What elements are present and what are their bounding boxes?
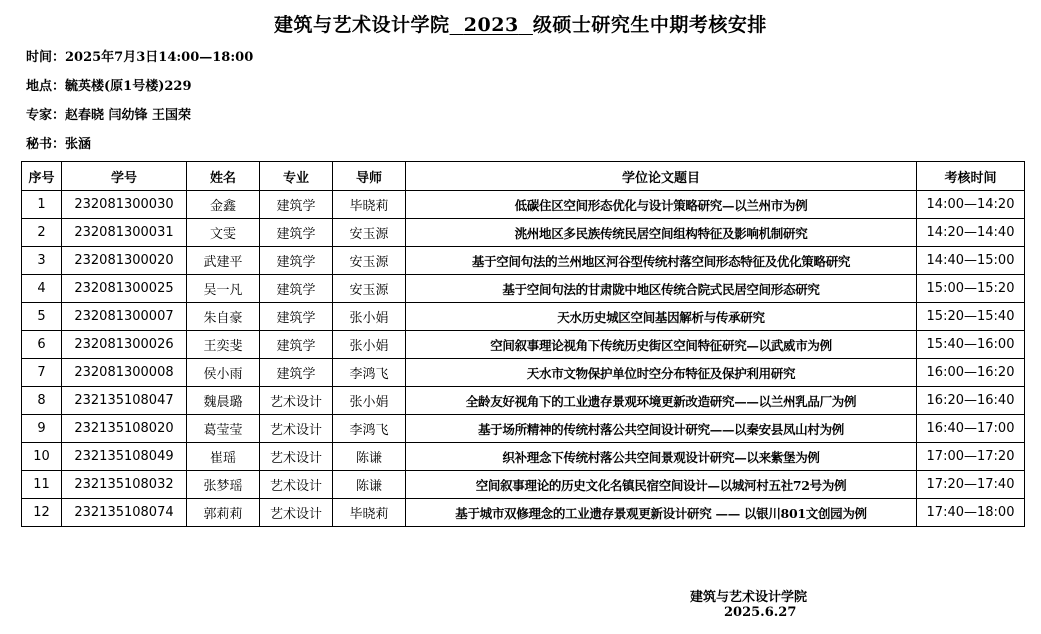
cell-student-id: 232081300026 (62, 331, 187, 359)
cell-time: 16:40—17:00 (917, 415, 1025, 443)
table-row (22, 303, 1025, 331)
cell-name: 吴一凡 (187, 275, 260, 303)
cell-time: 16:20—16:40 (917, 387, 1025, 415)
table-header-row (22, 162, 1025, 191)
cell-thesis-title: 天水市文物保护单位时空分布特征及保护利用研究 (406, 359, 917, 387)
cell-time: 14:40—15:00 (917, 247, 1025, 275)
cell-tutor: 陈谦 (333, 471, 406, 499)
cell-tutor: 陈谦 (333, 443, 406, 471)
cell-tutor: 张小娟 (333, 387, 406, 415)
cell-student-id: 232081300007 (62, 303, 187, 331)
cell-tutor: 李鸿飞 (333, 359, 406, 387)
cell-major: 艺术设计 (260, 443, 333, 471)
table-row (22, 443, 1025, 471)
cell-name: 崔瑶 (187, 443, 260, 471)
cell-name: 王奕斐 (187, 331, 260, 359)
cell-major: 艺术设计 (260, 387, 333, 415)
title-year: 2023 (463, 14, 519, 36)
cell-no: 11 (22, 471, 62, 499)
table-row (22, 219, 1025, 247)
cell-no: 8 (22, 387, 62, 415)
cell-tutor: 毕晓莉 (333, 191, 406, 219)
cell-time: 14:00—14:20 (917, 191, 1025, 219)
signature-org: 建筑与艺术设计学院 (690, 590, 808, 605)
cell-no: 6 (22, 331, 62, 359)
meta-place: 地点：毓英楼(原1号楼)229 (26, 79, 192, 94)
cell-no: 5 (22, 303, 62, 331)
cell-student-id: 232135108020 (62, 415, 187, 443)
header-time: 考核时间 (917, 162, 1025, 191)
cell-major: 艺术设计 (260, 415, 333, 443)
page-title (0, 10, 1041, 37)
cell-no: 9 (22, 415, 62, 443)
cell-tutor: 李鸿飞 (333, 415, 406, 443)
cell-major: 艺术设计 (260, 471, 333, 499)
cell-name: 朱自豪 (187, 303, 260, 331)
table-row (22, 499, 1025, 527)
cell-name: 文雯 (187, 219, 260, 247)
table-row (22, 471, 1025, 499)
table-row (22, 275, 1025, 303)
cell-tutor: 安玉源 (333, 219, 406, 247)
cell-major: 艺术设计 (260, 499, 333, 527)
table-row (22, 415, 1025, 443)
title-prefix: 建筑与艺术设计学院 (274, 14, 450, 36)
cell-thesis-title: 天水历史城区空间基因解析与传承研究 (406, 303, 917, 331)
cell-thesis-title: 基于空间句法的甘肃陇中地区传统合院式民居空间形态研究 (406, 275, 917, 303)
cell-tutor: 毕晓莉 (333, 499, 406, 527)
signature-date: 2025.6.27 (724, 605, 797, 620)
cell-name: 张梦瑶 (187, 471, 260, 499)
title-suffix: 级硕士研究生中期考核安排 (532, 14, 767, 36)
cell-no: 4 (22, 275, 62, 303)
cell-name: 魏晨璐 (187, 387, 260, 415)
cell-time: 17:20—17:40 (917, 471, 1025, 499)
header-thesis-title: 学位论文题目 (406, 162, 917, 191)
cell-time: 17:00—17:20 (917, 443, 1025, 471)
table-row (22, 359, 1025, 387)
cell-major: 建筑学 (260, 219, 333, 247)
schedule-table (21, 161, 1025, 527)
header-student-id: 学号 (62, 162, 187, 191)
cell-tutor: 安玉源 (333, 247, 406, 275)
cell-thesis-title: 全龄友好视角下的工业遗存景观环境更新改造研究——以兰州乳品厂为例 (406, 387, 917, 415)
cell-no: 1 (22, 191, 62, 219)
cell-time: 15:20—15:40 (917, 303, 1025, 331)
cell-major: 建筑学 (260, 191, 333, 219)
cell-name: 葛莹莹 (187, 415, 260, 443)
cell-no: 7 (22, 359, 62, 387)
cell-major: 建筑学 (260, 331, 333, 359)
cell-major: 建筑学 (260, 275, 333, 303)
meta-time: 时间：2025年7月3日14:00—18:00 (26, 50, 254, 65)
cell-name: 武建平 (187, 247, 260, 275)
cell-thesis-title: 低碳住区空间形态优化与设计策略研究—以兰州市为例 (406, 191, 917, 219)
cell-thesis-title: 基于城市双修理念的工业遗存景观更新设计研究 —— 以银川801文创园为例 (406, 499, 917, 527)
cell-student-id: 232135108032 (62, 471, 187, 499)
cell-tutor: 张小娟 (333, 303, 406, 331)
cell-no: 12 (22, 499, 62, 527)
cell-thesis-title: 基于场所精神的传统村落公共空间设计研究——以秦安县凤山村为例 (406, 415, 917, 443)
table-row (22, 191, 1025, 219)
cell-thesis-title: 洮州地区多民族传统民居空间组构特征及影响机制研究 (406, 219, 917, 247)
cell-student-id: 232135108047 (62, 387, 187, 415)
cell-thesis-title: 空间叙事理论视角下传统历史街区空间特征研究—以武威市为例 (406, 331, 917, 359)
cell-name: 侯小雨 (187, 359, 260, 387)
cell-time: 17:40—18:00 (917, 499, 1025, 527)
cell-name: 郭莉莉 (187, 499, 260, 527)
cell-student-id: 232081300025 (62, 275, 187, 303)
cell-time: 15:40—16:00 (917, 331, 1025, 359)
header-no: 序号 (22, 162, 62, 191)
cell-major: 建筑学 (260, 247, 333, 275)
cell-tutor: 安玉源 (333, 275, 406, 303)
header-name: 姓名 (187, 162, 260, 191)
cell-thesis-title: 空间叙事理论的历史文化名镇民宿空间设计—以城河村五社72号为例 (406, 471, 917, 499)
header-major: 专业 (260, 162, 333, 191)
meta-secretary: 秘书：张涵 (26, 137, 92, 152)
cell-thesis-title: 织补理念下传统村落公共空间景观设计研究—以来紫堡为例 (406, 443, 917, 471)
table-body (22, 191, 1025, 527)
cell-no: 3 (22, 247, 62, 275)
header-tutor: 导师 (333, 162, 406, 191)
cell-tutor: 张小娟 (333, 331, 406, 359)
cell-no: 10 (22, 443, 62, 471)
cell-student-id: 232081300020 (62, 247, 187, 275)
cell-thesis-title: 基于空间句法的兰州地区河谷型传统村落空间形态特征及优化策略研究 (406, 247, 917, 275)
table-row (22, 247, 1025, 275)
cell-student-id: 232135108049 (62, 443, 187, 471)
cell-no: 2 (22, 219, 62, 247)
cell-student-id: 232081300008 (62, 359, 187, 387)
cell-student-id: 232081300030 (62, 191, 187, 219)
cell-time: 14:20—14:40 (917, 219, 1025, 247)
cell-name: 金鑫 (187, 191, 260, 219)
cell-time: 16:00—16:20 (917, 359, 1025, 387)
table-row (22, 387, 1025, 415)
cell-major: 建筑学 (260, 359, 333, 387)
cell-student-id: 232081300031 (62, 219, 187, 247)
cell-time: 15:00—15:20 (917, 275, 1025, 303)
cell-major: 建筑学 (260, 303, 333, 331)
cell-student-id: 232135108074 (62, 499, 187, 527)
meta-experts: 专家：赵春晓 闫幼锋 王国荣 (26, 108, 192, 123)
table-row (22, 331, 1025, 359)
